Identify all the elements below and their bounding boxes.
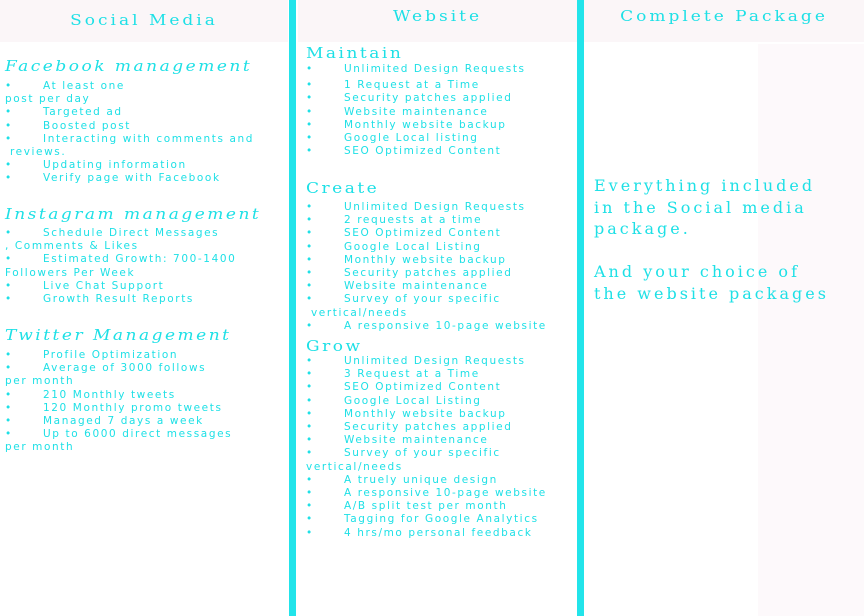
section-title: Instagram management xyxy=(5,206,262,223)
list-item: • Monthly website backup xyxy=(306,407,507,420)
list-item: • Profile Optimization xyxy=(5,349,179,361)
feature-list xyxy=(5,227,236,306)
list-item: • Targeted ad xyxy=(5,106,123,119)
list-item: • 3 Request at a Time xyxy=(306,368,480,381)
list-item: • 210 Monthly tweets xyxy=(5,388,176,401)
list-item: • A/B split test per month xyxy=(306,500,508,513)
list-item: • Survey of your specific xyxy=(306,447,501,460)
package-description: Everything included in the Social media package. xyxy=(594,176,816,238)
column-title: Social Media xyxy=(70,12,218,29)
feature-list xyxy=(306,201,547,333)
list-item: • Unlimited Design Requests xyxy=(306,355,526,367)
list-item: • Tagging for Google Analytics xyxy=(306,513,539,526)
list-item: • Google Local Listing xyxy=(306,394,482,407)
list-item: • Google Local Listing xyxy=(306,240,482,253)
list-item: • Interacting with comments and xyxy=(5,132,255,145)
list-item: • Schedule Direct Messages xyxy=(5,227,220,239)
feature-list xyxy=(5,80,254,186)
list-item: • Monthly website backup xyxy=(306,253,507,266)
list-item: • Survey of your specific xyxy=(306,293,501,306)
list-item: per month xyxy=(5,441,75,454)
section-title: Grow xyxy=(306,338,363,355)
package-choice-text: And your choice of the website packages xyxy=(594,262,829,303)
complete-package-column xyxy=(584,0,864,616)
list-item: • SEO Optimized Content xyxy=(306,145,502,158)
column-divider xyxy=(289,0,296,616)
list-item: Followers Per Week xyxy=(5,266,136,279)
list-item: • Estimated Growth: 700-1400 xyxy=(5,253,237,266)
list-item: post per day xyxy=(5,93,91,106)
list-item: • Security patches applied xyxy=(306,421,513,434)
section-title: Maintain xyxy=(306,45,404,62)
list-item: , Comments & Likes xyxy=(5,240,139,253)
list-item: • 1 Request at a Time xyxy=(306,79,480,92)
list-item: • Website maintenance xyxy=(306,434,489,447)
list-item: • Security patches applied xyxy=(306,92,513,105)
list-item: • 4 hrs/mo personal feedback xyxy=(306,526,533,539)
section-title: Facebook management xyxy=(5,58,253,75)
list-item: • Live Chat Support xyxy=(5,279,165,292)
column-divider xyxy=(577,0,584,616)
list-item: per month xyxy=(5,375,75,388)
list-item: • 2 requests at a time xyxy=(306,214,483,227)
section-title: Twitter Management xyxy=(5,327,232,344)
column-title: Complete Package xyxy=(620,8,828,25)
list-item: • At least one xyxy=(5,80,125,92)
list-item: • Website maintenance xyxy=(306,280,489,293)
feature-list xyxy=(306,355,547,540)
list-item: • Google Local listing xyxy=(306,132,479,145)
list-item: • Average of 3000 follows xyxy=(5,362,207,375)
website-column xyxy=(298,0,577,616)
list-item: • Security patches applied xyxy=(306,267,513,280)
list-item: • A truely unique design xyxy=(306,473,498,486)
list-item: • 120 Monthly promo tweets xyxy=(5,401,223,414)
column-title: Website xyxy=(392,8,483,25)
list-item: • Boosted post xyxy=(5,119,131,132)
list-item: • Growth Result Reports xyxy=(5,293,195,306)
list-item: • Verify page with Facebook xyxy=(5,172,221,185)
list-item: • A responsive 10-page website xyxy=(306,487,547,500)
list-item: • Unlimited Design Requests xyxy=(306,201,526,213)
list-item: • SEO Optimized Content xyxy=(306,227,502,240)
list-item: • SEO Optimized Content xyxy=(306,381,502,394)
list-item: • Monthly website backup xyxy=(306,118,507,131)
social-media-column xyxy=(0,0,288,616)
list-item: • Updating information xyxy=(5,159,187,172)
list-item: • Managed 7 days a week xyxy=(5,415,204,428)
list-item: • Unlimited Design Requests xyxy=(306,63,526,75)
list-item: • Website maintenance xyxy=(306,105,489,118)
list-item: • A responsive 10-page website xyxy=(306,319,547,332)
feature-list xyxy=(306,63,526,158)
section-title: Create xyxy=(306,180,380,197)
list-item: vertical/needs xyxy=(306,460,403,473)
list-item: vertical/needs xyxy=(310,306,408,319)
list-item: • Up to 6000 direct messages xyxy=(5,428,233,441)
list-item: reviews. xyxy=(9,146,67,159)
feature-list xyxy=(5,349,232,455)
